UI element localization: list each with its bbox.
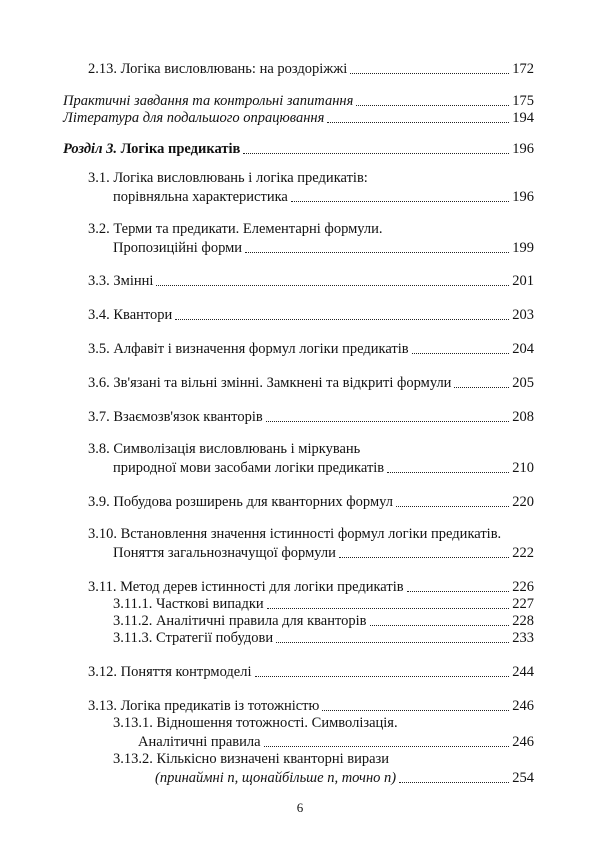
leader-dots xyxy=(370,625,510,626)
page-number: 6 xyxy=(296,800,304,815)
toc-entry-title xyxy=(63,140,240,158)
leader-dots xyxy=(399,782,509,783)
toc-entry-page: 233 xyxy=(512,630,534,646)
toc-entry-title: Аналітичні правила xyxy=(138,734,261,750)
toc-entry-page: 196 xyxy=(512,141,534,157)
toc-entry-3-13-1[interactable] xyxy=(138,731,534,751)
leader-dots xyxy=(407,591,510,592)
toc-entry-page: 210 xyxy=(512,460,534,476)
toc-entry-page: 175 xyxy=(512,93,534,109)
leader-dots xyxy=(291,201,509,202)
leader-dots xyxy=(175,319,509,320)
toc-entry-3-10-line1: 3.10. Встановлення значення істинності формул логіки предикатів. xyxy=(88,526,502,542)
toc-entry-title: порівняльна характеристика xyxy=(113,189,288,205)
toc-entry-page: 220 xyxy=(512,494,534,510)
toc-entry-3-9[interactable] xyxy=(88,491,534,511)
leader-dots xyxy=(327,122,509,123)
leader-dots xyxy=(156,285,509,286)
toc-entry-title: 3.11.1. Часткові випадки xyxy=(113,596,264,612)
toc-entry-3-5[interactable] xyxy=(88,338,534,358)
leader-dots xyxy=(322,710,509,711)
toc-entry-page: 222 xyxy=(512,545,534,561)
toc-entry-3-13-2-line1: 3.13.2. Кількісно визначені кванторні вирази xyxy=(113,751,390,767)
toc-entry-3-4[interactable] xyxy=(88,304,534,324)
leader-dots xyxy=(350,73,509,74)
toc-entry-title: природної мови засобами логіки предикатів xyxy=(113,460,385,476)
toc-entry-page: 204 xyxy=(512,341,534,357)
toc-entry-3-7[interactable] xyxy=(88,406,534,426)
leader-dots xyxy=(356,105,509,106)
toc-entry-3-1-line1: 3.1. Логіка висловлювань і логіка предикатів: xyxy=(88,170,368,186)
toc-entry-title: (принаймні n, щонайбільше n, точно n) xyxy=(155,770,397,786)
leader-dots xyxy=(243,153,509,154)
toc-entry-title: 3.9. Побудова розширень для кванторних формул xyxy=(88,494,393,510)
toc-entry-3-10[interactable] xyxy=(113,542,534,562)
toc-entry-3-13[interactable] xyxy=(88,695,534,715)
toc-entry-title: 3.11.3. Стратегії побудови xyxy=(113,630,274,646)
toc-entry-3-11-3[interactable] xyxy=(113,627,534,647)
toc-entry-2-13[interactable] xyxy=(88,58,534,78)
toc-entry-title: 3.3. Змінні xyxy=(88,273,154,289)
leader-dots xyxy=(267,608,510,609)
toc-entry-page: 244 xyxy=(512,664,534,680)
toc-entry-page: 205 xyxy=(512,375,534,391)
toc-entry-page: 203 xyxy=(512,307,534,323)
leader-dots xyxy=(387,472,509,473)
section-prefix: Розділ 3. xyxy=(63,141,118,157)
toc-entry-page: 172 xyxy=(512,61,534,77)
toc-entry-3-8-line1: 3.8. Символізація висловлювань і міркувань xyxy=(88,441,361,457)
toc-entry-3-12[interactable] xyxy=(88,661,534,681)
toc-entry-title: Література для подальшого опрацювання xyxy=(63,110,325,126)
toc-entry-title: Пропозиційні форми xyxy=(113,240,243,256)
toc-entry-page: 228 xyxy=(512,613,534,629)
toc-entry-title: 3.13. Логіка предикатів із тотожністю xyxy=(88,698,320,714)
leader-dots xyxy=(412,353,510,354)
leader-dots xyxy=(276,642,509,643)
toc-entry-page: 227 xyxy=(512,596,534,612)
toc-entry-3-3[interactable] xyxy=(88,270,534,290)
toc-entry-title: 3.5. Алфавіт і визначення формул логіки предикатів xyxy=(88,341,409,357)
toc-entry-page: 199 xyxy=(512,240,534,256)
toc-entry-title: 3.4. Квантори xyxy=(88,307,173,323)
leader-dots xyxy=(396,506,509,507)
leader-dots xyxy=(245,252,509,253)
toc-entry-page: 208 xyxy=(512,409,534,425)
toc-entry-3-13-2[interactable] xyxy=(155,767,534,787)
toc-entry-page: 246 xyxy=(512,734,534,750)
toc-entry-title: 3.12. Поняття контрмоделі xyxy=(88,664,252,680)
toc-entry-3-8[interactable] xyxy=(113,457,534,477)
toc-entry-title: Поняття загальнозначущої формули xyxy=(113,545,336,561)
toc-entry-3-6[interactable] xyxy=(88,372,534,392)
toc-entry-title: 3.11.2. Аналітичні правила для кванторів xyxy=(113,613,367,629)
leader-dots xyxy=(264,746,510,747)
toc-entry-page: 254 xyxy=(512,770,534,786)
toc-entry-title: Практичні завдання та контрольні запитання xyxy=(63,93,354,109)
toc-entry-literature[interactable] xyxy=(63,107,534,127)
toc-entry-title: 2.13. Логіка висловлювань: на роздоріжжі xyxy=(88,61,348,77)
section-title: Логіка предикатів xyxy=(117,141,241,157)
leader-dots xyxy=(255,676,510,677)
leader-dots xyxy=(454,387,509,388)
toc-entry-section-3[interactable] xyxy=(63,138,534,158)
toc-entry-page: 246 xyxy=(512,698,534,714)
toc-entry-title: 3.6. Зв'язані та вільні змінні. Замкнені та відкриті формули xyxy=(88,375,452,391)
toc-entry-title: 3.11. Метод дерев істинності для логіки предикатів xyxy=(88,579,404,595)
toc-entry-page: 194 xyxy=(512,110,534,126)
toc-entry-3-1[interactable] xyxy=(113,186,534,206)
leader-dots xyxy=(339,557,509,558)
toc-entry-3-2-line1: 3.2. Терми та предикати. Елементарні формули. xyxy=(88,221,383,237)
toc-entry-3-2[interactable] xyxy=(113,237,534,257)
toc-entry-page: 201 xyxy=(512,273,534,289)
toc-entry-page: 226 xyxy=(512,579,534,595)
leader-dots xyxy=(266,421,510,422)
toc-entry-page: 196 xyxy=(512,189,534,205)
toc-entry-title: 3.7. Взаємозв'язок кванторів xyxy=(88,409,263,425)
toc-entry-3-13-1-line1: 3.13.1. Відношення тотожності. Символізація. xyxy=(113,715,398,731)
